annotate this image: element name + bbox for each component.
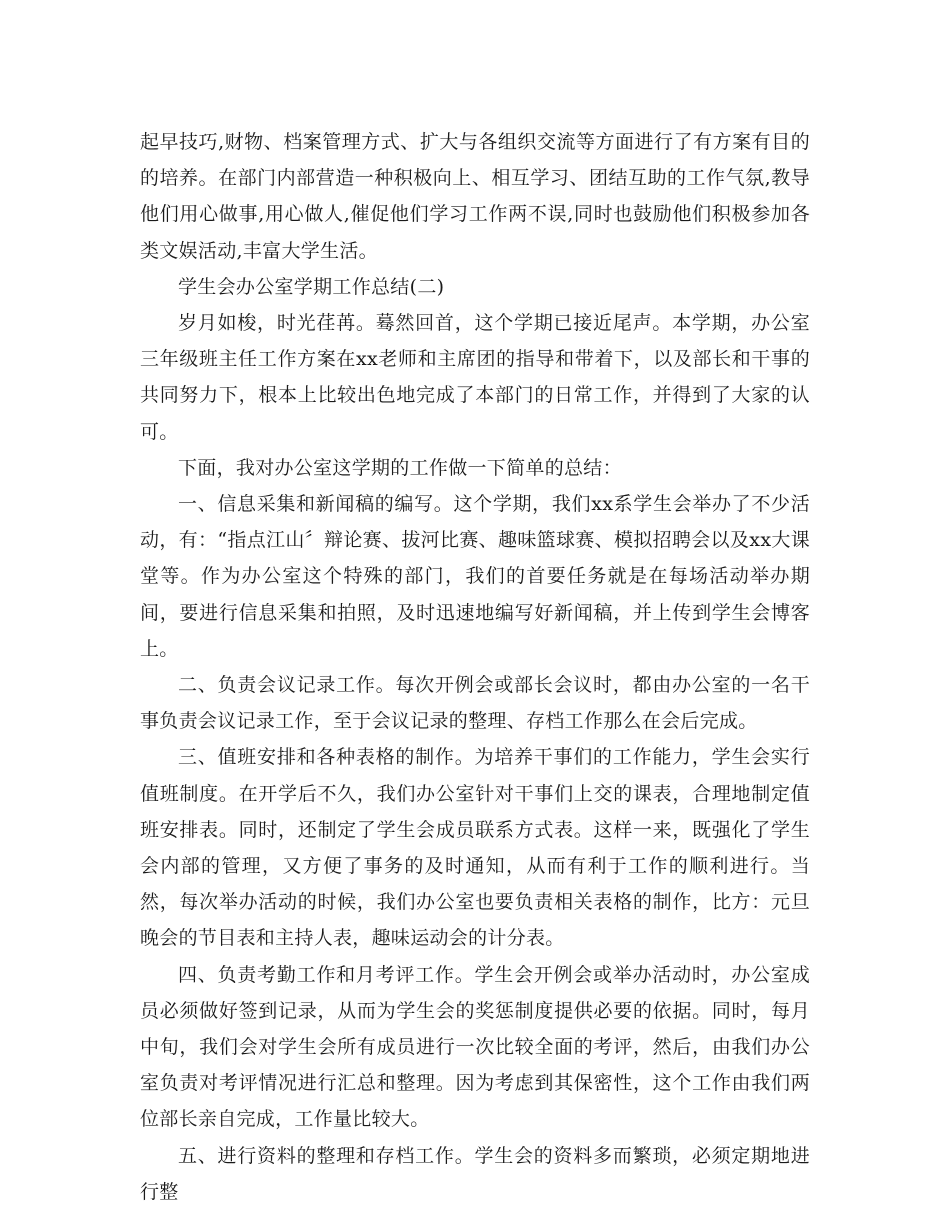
- paragraph-item-2: 二、负责会议记录工作。每次开例会或部长会议时，都由办公室的一名干事负责会议记录工作，至于会议记录的整理、存档工作那么在会后完成。: [140, 674, 810, 733]
- paragraph-item-4: 四、负责考勤工作和月考评工作。学生会开例会或举办活动时，办公室成员必须做好签到记录，从而为学生会的奖惩制度提供必要的依据。同时，每月中旬，我们会对学生会所有成员进行一次比较全面的考评，然后，由我们办公室负责对考评情况进行汇总和整理。因为考虑到其保密性，这个工作由我们两位部长亲自完成，工作量比较大。: [140, 963, 810, 1131]
- document-body: [140, 124, 810, 1210]
- section-heading: 学生会办公室学期工作总结(二): [178, 275, 445, 298]
- paragraph-item-5: 五、进行资料的整理和存档工作。学生会的资料多而繁琐，必须定期地进行整: [140, 1144, 810, 1203]
- paragraph-item-3: 三、值班安排和各种表格的制作。为培养干事们的工作能力，学生会实行值班制度。在开学后不久，我们办公室针对干事们上交的课表，合理地制定值班安排表。同时，还制定了学生会成员联系方式表。这样一来，既强化了学生会内部的管理，又方便了事务的及时通知，从而有利于工作的顺利进行。当然，每次举办活动的时候，我们办公室也要负责相关表格的制作，比方：元旦晚会的节目表和主持人表，趣味运动会的计分表。: [140, 746, 810, 950]
- paragraph-continuation: 起早技巧,财物、档案管理方式、扩大与各组织交流等方面进行了有方案有目的的培养。在部门内部营造一种积极向上、相互学习、团结互助的工作气氛,教导他们用心做事,用心做人,催促他们学习工作两不误,同时也鼓励他们积极参加各类文娱活动,丰富大学生活。: [140, 131, 810, 262]
- paragraph-summary-lead: 下面，我对办公室这学期的工作做一下简单的总结：: [178, 456, 622, 479]
- paragraph-item-1: 一、信息采集和新闻稿的编写。这个学期，我们xx系学生会举办了不少活动，有：“指点江山〞辩论赛、拔河比赛、趣味篮球赛、模拟招聘会以及xx大课堂等。作为办公室这个特殊的部门，我们的首要任务就是在每场活动举办期间，要进行信息采集和拍照，及时迅速地编写好新闻稿，并上传到学生会博客上。: [140, 493, 810, 660]
- paragraph-intro: 岁月如梭，时光荏苒。蓦然回首，这个学期已接近尾声。本学期，办公室三年级班主任工作方案在xx老师和主席团的指导和带着下，以及部长和干事的共同努力下，根本上比较出色地完成了本部门的日常工作，并得到了大家的认可。: [140, 312, 810, 443]
